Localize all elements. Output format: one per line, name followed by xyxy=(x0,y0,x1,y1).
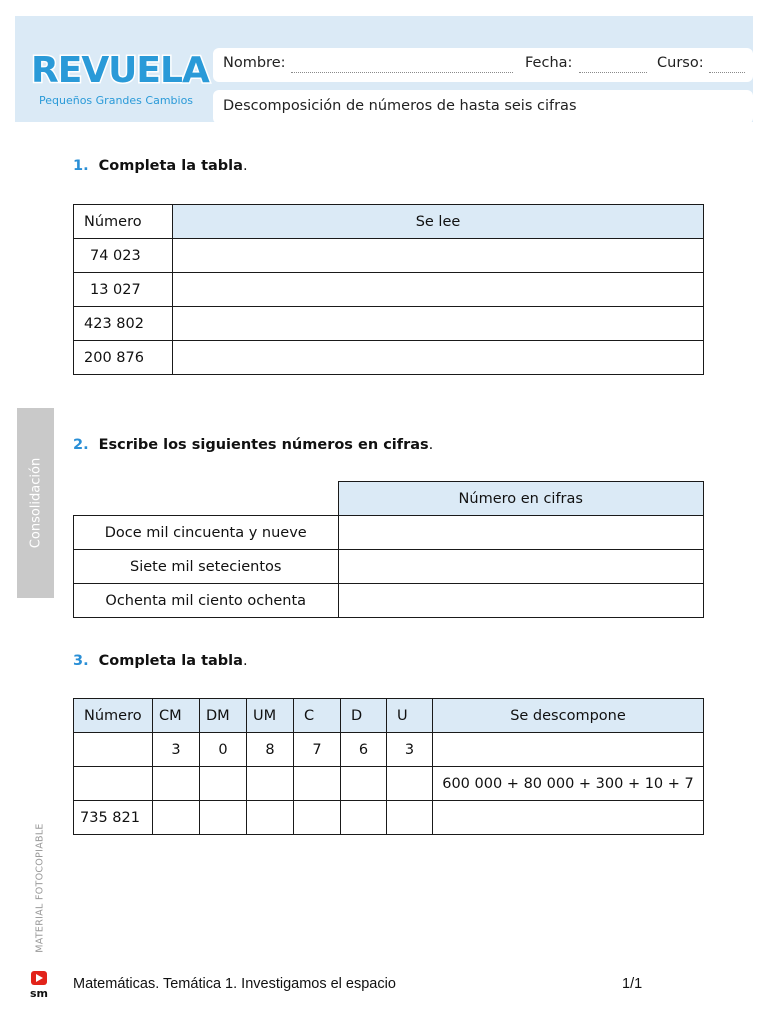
column-header: DM xyxy=(200,699,247,733)
question-text: Escribe los siguientes números en cifras xyxy=(98,437,429,453)
q3-table xyxy=(73,698,704,835)
descompone-cell[interactable] xyxy=(433,733,704,767)
u-cell[interactable] xyxy=(387,767,433,801)
svg-text:sm: sm xyxy=(29,987,49,1000)
table-row xyxy=(74,801,704,835)
numero-cell: 74 023 xyxy=(74,239,173,273)
nombre-input-line[interactable] xyxy=(291,72,513,73)
question-3-heading: 3. Completa la tabla. xyxy=(73,653,248,669)
empty-corner-cell xyxy=(74,482,339,516)
numero-cell: 13 027 xyxy=(74,273,173,307)
sm-publisher-logo xyxy=(28,971,50,999)
answer-cell[interactable] xyxy=(173,273,704,307)
revuela-logo xyxy=(29,28,209,118)
fecha-label: Fecha: xyxy=(525,55,573,71)
c-cell[interactable] xyxy=(294,801,341,835)
column-header: Número en cifras xyxy=(338,482,704,516)
table-row xyxy=(74,767,704,801)
d-cell: 6 xyxy=(341,733,387,767)
question-text: Completa la tabla xyxy=(98,653,243,669)
worksheet-subtitle: Descomposición de números de hasta seis cifras xyxy=(223,98,577,114)
cm-cell[interactable] xyxy=(153,767,200,801)
answer-cell[interactable] xyxy=(173,341,704,375)
u-cell[interactable] xyxy=(387,801,433,835)
question-number: 3. xyxy=(73,653,89,669)
worksheet-header xyxy=(15,16,753,122)
table-header-row xyxy=(74,482,704,516)
c-cell[interactable] xyxy=(294,767,341,801)
column-header: U xyxy=(387,699,433,733)
q2-table xyxy=(73,481,704,618)
column-header: Número xyxy=(74,205,173,239)
dm-cell[interactable] xyxy=(200,767,247,801)
table-row xyxy=(74,584,704,618)
copy-notice: MATERIAL FOTOCOPIABLE xyxy=(34,823,46,953)
number-words-cell: Doce mil cincuenta y nueve xyxy=(74,516,339,550)
question-text: Completa la tabla xyxy=(98,158,243,174)
nombre-label: Nombre: xyxy=(223,55,286,71)
table-row xyxy=(74,550,704,584)
subtitle-box xyxy=(213,90,753,124)
numero-cell: 423 802 xyxy=(74,307,173,341)
answer-cell[interactable] xyxy=(173,307,704,341)
dm-cell: 0 xyxy=(200,733,247,767)
um-cell[interactable] xyxy=(247,801,294,835)
answer-cell[interactable] xyxy=(338,584,704,618)
answer-cell[interactable] xyxy=(338,516,704,550)
column-header: Se lee xyxy=(173,205,704,239)
curso-input-line[interactable] xyxy=(709,72,745,73)
answer-cell[interactable] xyxy=(338,550,704,584)
question-number: 1. xyxy=(73,158,89,174)
d-cell[interactable] xyxy=(341,767,387,801)
column-header: C xyxy=(294,699,341,733)
column-header: D xyxy=(341,699,387,733)
answer-cell[interactable] xyxy=(173,239,704,273)
dm-cell[interactable] xyxy=(200,801,247,835)
descompone-cell[interactable] xyxy=(433,801,704,835)
table-row xyxy=(74,307,704,341)
column-header: UM xyxy=(247,699,294,733)
table-header-row xyxy=(74,205,704,239)
svg-text:REVUELA: REVUELA xyxy=(31,50,209,91)
table-row xyxy=(74,341,704,375)
q1-table xyxy=(73,204,704,375)
c-cell: 7 xyxy=(294,733,341,767)
footer-text: Matemáticas. Temática 1. Investigamos el espacio xyxy=(73,976,396,992)
numero-cell[interactable] xyxy=(74,767,153,801)
um-cell[interactable] xyxy=(247,767,294,801)
student-info-field xyxy=(213,48,753,82)
numero-cell[interactable] xyxy=(74,733,153,767)
descompone-cell: 600 000 + 80 000 + 300 + 10 + 7 xyxy=(433,767,704,801)
cm-cell: 3 xyxy=(153,733,200,767)
number-words-cell: Ochenta mil ciento ochenta xyxy=(74,584,339,618)
d-cell[interactable] xyxy=(341,801,387,835)
number-words-cell: Siete mil setecientos xyxy=(74,550,339,584)
table-header-row xyxy=(74,699,704,733)
page-number: 1/1 xyxy=(622,976,643,992)
section-tab xyxy=(17,408,54,598)
table-row xyxy=(74,239,704,273)
curso-label: Curso: xyxy=(657,55,704,71)
column-header: Se descompone xyxy=(433,699,704,733)
table-row xyxy=(74,516,704,550)
u-cell: 3 xyxy=(387,733,433,767)
numero-cell: 200 876 xyxy=(74,341,173,375)
column-header: Número xyxy=(74,699,153,733)
numero-cell: 735 821 xyxy=(74,801,153,835)
section-tab-label: Consolidación xyxy=(28,457,43,549)
question-1-heading: 1. Completa la tabla. xyxy=(73,158,248,174)
table-row xyxy=(74,733,704,767)
fecha-input-line[interactable] xyxy=(579,72,647,73)
table-row xyxy=(74,273,704,307)
um-cell: 8 xyxy=(247,733,294,767)
question-number: 2. xyxy=(73,437,89,453)
question-2-heading: 2. Escribe los siguientes números en cifras. xyxy=(73,437,434,453)
svg-text:Pequeños Grandes Cambios: Pequeños Grandes Cambios xyxy=(39,94,194,107)
cm-cell[interactable] xyxy=(153,801,200,835)
column-header: CM xyxy=(153,699,200,733)
